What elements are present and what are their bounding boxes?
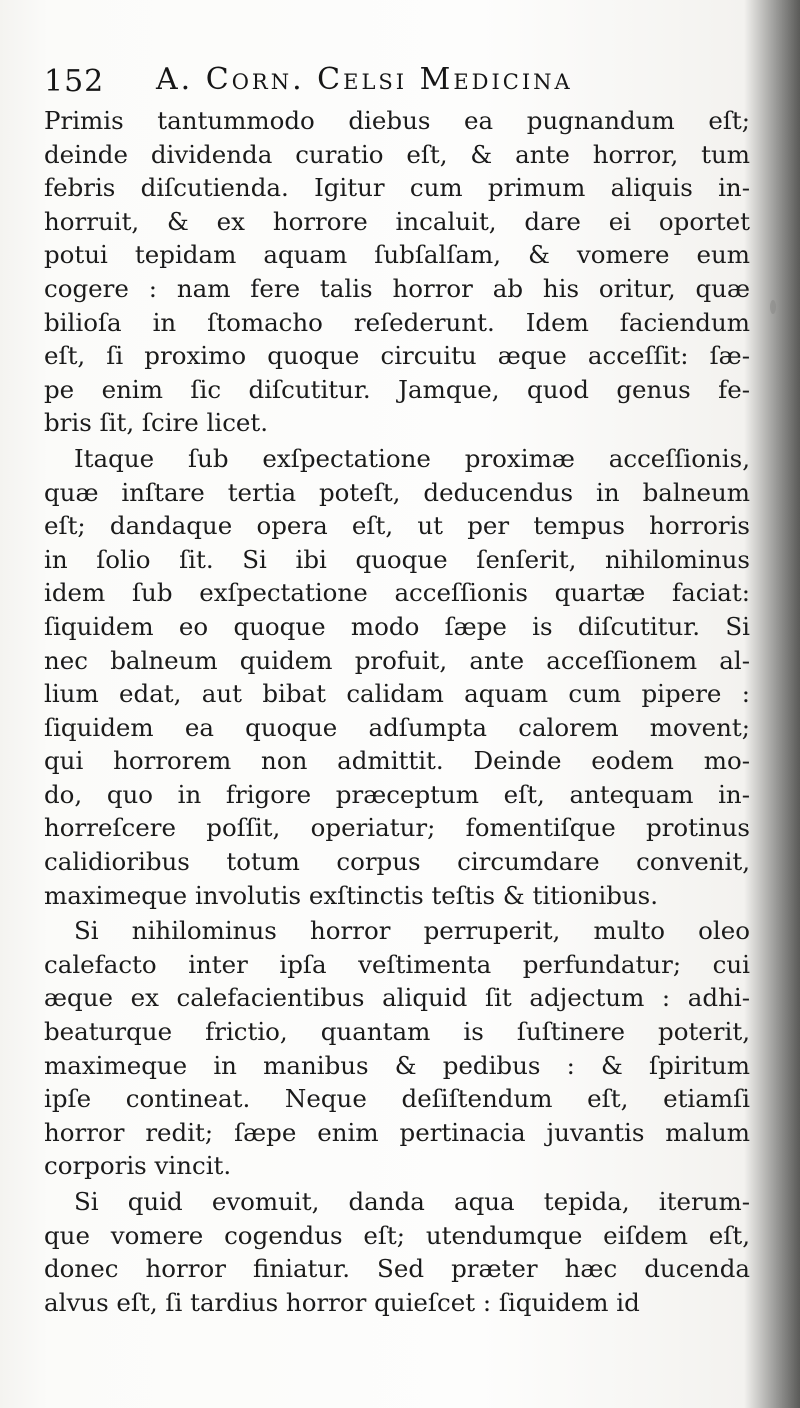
text-line: Si nihilominus horror perruperit, multo oleo	[74, 916, 750, 946]
text-line: ſiquidem ea quoque adſumpta calorem movent;	[44, 712, 750, 742]
text-line: maximeque involutis exſtinctis teſtis & titionibus.	[44, 880, 659, 910]
text-line: bris ſit, ſcire licet.	[44, 408, 269, 438]
text-line: bilioſa in ſtomacho reſederunt. Idem faciendum	[44, 307, 750, 337]
paragraph	[44, 104, 750, 440]
text-line: calidioribus totum corpus circumdare convenit,	[44, 847, 750, 877]
text-line: eſt; dandaque opera eſt, ut per tempus horroris	[44, 511, 750, 541]
paragraph	[44, 1185, 750, 1319]
page-number: 152	[44, 64, 105, 99]
text-line: in ſolio ſit. Si ibi quoque ſenſerit, nihilominus	[44, 544, 750, 574]
text-line: do, quo in frigore præceptum eſt, antequam in-	[44, 779, 750, 809]
paragraph	[44, 442, 750, 912]
text-line: alvus eſt, ſi tardius horror quieſcet : ſiquidem id	[44, 1287, 640, 1317]
body-text	[44, 104, 750, 1319]
text-line: qui horrorem non admittit. Deinde eodem mo-	[44, 746, 750, 776]
text-line: eſt, ſi proximo quoque circuitu æque acceſſit: ſæ-	[44, 341, 750, 371]
text-line: cogere : nam fere talis horror ab his oritur, quæ	[44, 273, 750, 303]
text-line: donec horror finiatur. Sed præter hæc ducenda	[44, 1254, 750, 1284]
running-title: A. Corn. Celsi Medicina	[156, 62, 573, 97]
text-line: ipſe contineat. Neque deſiſtendum eſt, etiamſi	[44, 1084, 750, 1114]
text-line: nec balneum quidem profuit, ante acceſſionem al-	[44, 645, 750, 675]
text-line: horror redit; ſæpe enim pertinacia juvantis malum	[44, 1117, 750, 1147]
text-line: æque ex calefacientibus aliquid ſit adjectum : adhi-	[44, 983, 750, 1013]
text-line: Itaque ſub exſpectatione proximæ acceſſionis,	[74, 443, 750, 473]
text-line: horruit, & ex horrore incaluit, dare ei oportet	[44, 206, 750, 236]
ink-smudge	[770, 300, 776, 314]
text-line: deinde dividenda curatio eſt, & ante horror, tum	[44, 139, 750, 169]
text-line: quæ inſtare tertia poteſt, deducendus in balneum	[44, 477, 750, 507]
text-line: maximeque in manibus & pedibus : & ſpiritum	[44, 1050, 750, 1080]
page-header	[44, 58, 744, 98]
text-line: horreſcere poſſit, operiatur; fomentiſque protinus	[44, 813, 750, 843]
text-line: calefacto inter ipſa veſtimenta perfundatur; cui	[44, 949, 750, 979]
text-line: potui tepidam aquam ſubſalſam, & vomere eum	[44, 240, 750, 270]
text-line: Si quid evomuit, danda aqua tepida, iterum-	[74, 1187, 750, 1216]
text-line: febris diſcutienda. Igitur cum primum aliquis in-	[44, 173, 750, 203]
text-line: idem ſub exſpectatione acceſſionis quartæ faciat:	[44, 578, 750, 608]
text-line: beaturque frictio, quantam is ſuſtinere poterit,	[44, 1017, 750, 1047]
text-line: Primis tantummodo diebus ea pugnandum eſt;	[44, 106, 750, 135]
text-line: que vomere cogendus eſt; utendumque eiſdem eſt,	[44, 1220, 750, 1250]
text-line: pe enim ſic diſcutitur. Jamque, quod genus fe-	[44, 374, 750, 404]
text-line: lium edat, aut bibat calidam aquam cum pipere :	[44, 679, 750, 709]
text-line: corporis vincit.	[44, 1151, 232, 1181]
text-line: ſiquidem eo quoque modo ſæpe is diſcutitur. Si	[44, 611, 750, 641]
paragraph	[44, 914, 750, 1183]
